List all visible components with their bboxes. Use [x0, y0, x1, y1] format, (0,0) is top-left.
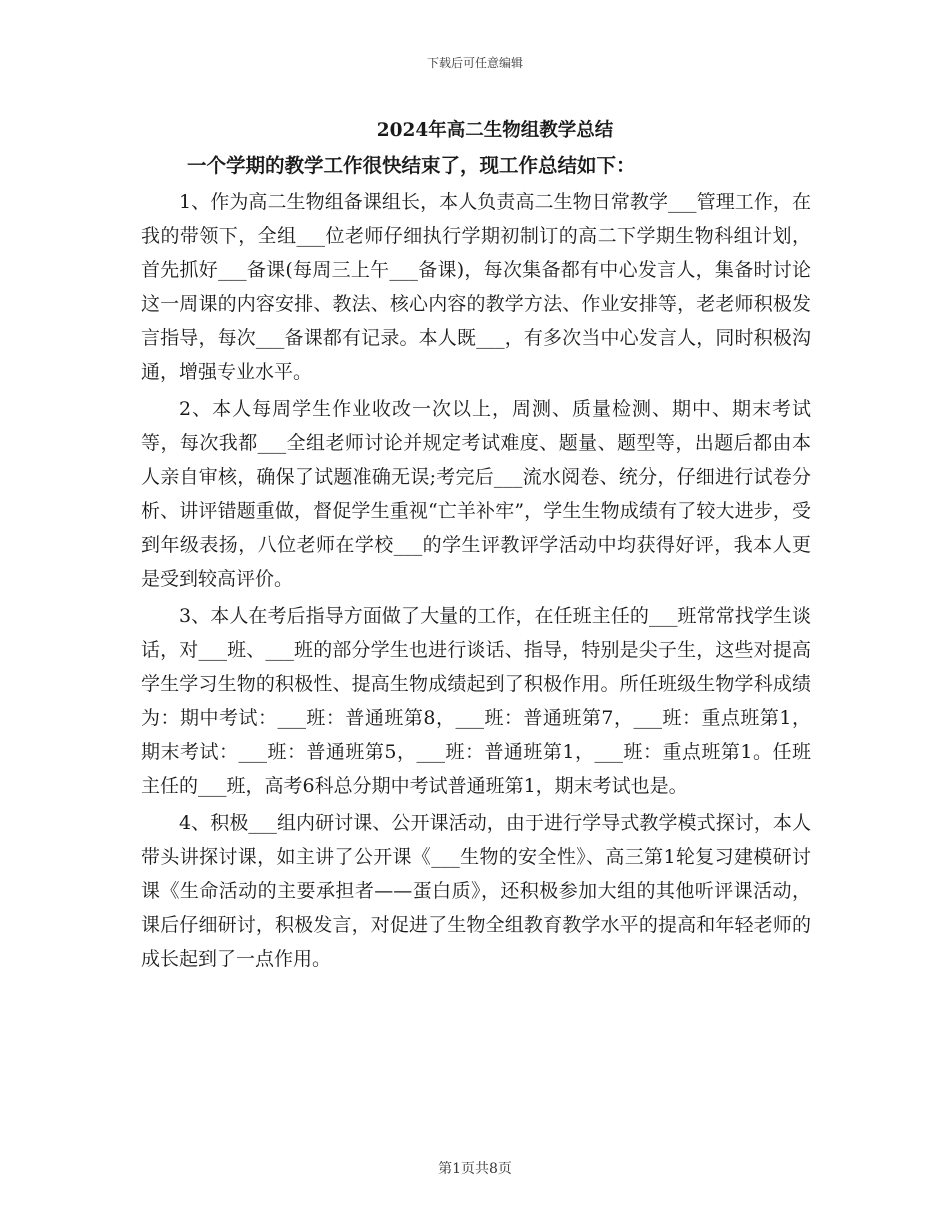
header-note: 下载后可任意编辑: [426, 56, 523, 70]
document-intro: 一个学期的教学工作很快结束了，现工作总结如下：: [187, 154, 636, 177]
document-title: 2024年高二生物组教学总结: [376, 120, 614, 141]
page-footer: 第1页共8页: [438, 1161, 512, 1177]
document-body: [141, 185, 811, 979]
paragraph-4: 4、积极___组内研讨课、公开课活动，由于进行学导式教学模式探讨，本人带头讲探讨课，如主讲了公开课《___生物的安全性》、高三第1轮复习建模研讨课《生命活动的主要承担者——蛋白质》，还积极参加大组的其他听评课活动，课后仔细研讨，积极发言，对促进了生物全组教育教学水平的提高和年轻老师的成长起到了一点作用。: [141, 812, 811, 970]
paragraph-1: 1、作为高二生物组备课组长，本人负责高二生物日常教学___管理工作，在我的带领下，全组___位老师仔细执行学期初制订的高二下学期生物科组计划，首先抓好___备课(每周三上午___备课)，每次集备都有中心发言人，集备时讨论这一周课的内容安排、教法、核心内容的教学方法、作业安排等，老老师积极发言指导，每次___备课都有记录。本人既___，有多次当中心发言人，同时积极沟通，增强专业水平。: [141, 191, 811, 383]
paragraph-2: 2、本人每周学生作业收改一次以上，周测、质量检测、期中、期末考试等，每次我都___全组老师讨论并规定考试难度、题量、题型等，出题后都由本人亲自审核，确保了试题准确无误;考完后___流水阅卷、统分，仔细进行试卷分析、讲评错题重做，督促学生重视“亡羊补牢”，学生生物成绩有了较大进步，受到年级表扬，八位老师在学校___的学生评教评学活动中均获得好评，我本人更是受到较高评价。: [141, 398, 811, 590]
paragraph-3: 3、本人在考后指导方面做了大量的工作，在任班主任的___班常常找学生谈话，对___班、___班的部分学生也进行谈话、指导，特别是尖子生，这些对提高学生学习生物的积极性、提高生物成绩起到了积极作用。所任班级生物学科成绩为：期中考试：___班：普通班第8，___班：普通班第7，___班：重点班第1，期末考试：___班：普通班第5，___班：普通班第1，___班：重点班第1。任班主任的___班，高考6科总分期中考试普通班第1，期末考试也是。: [141, 605, 811, 797]
